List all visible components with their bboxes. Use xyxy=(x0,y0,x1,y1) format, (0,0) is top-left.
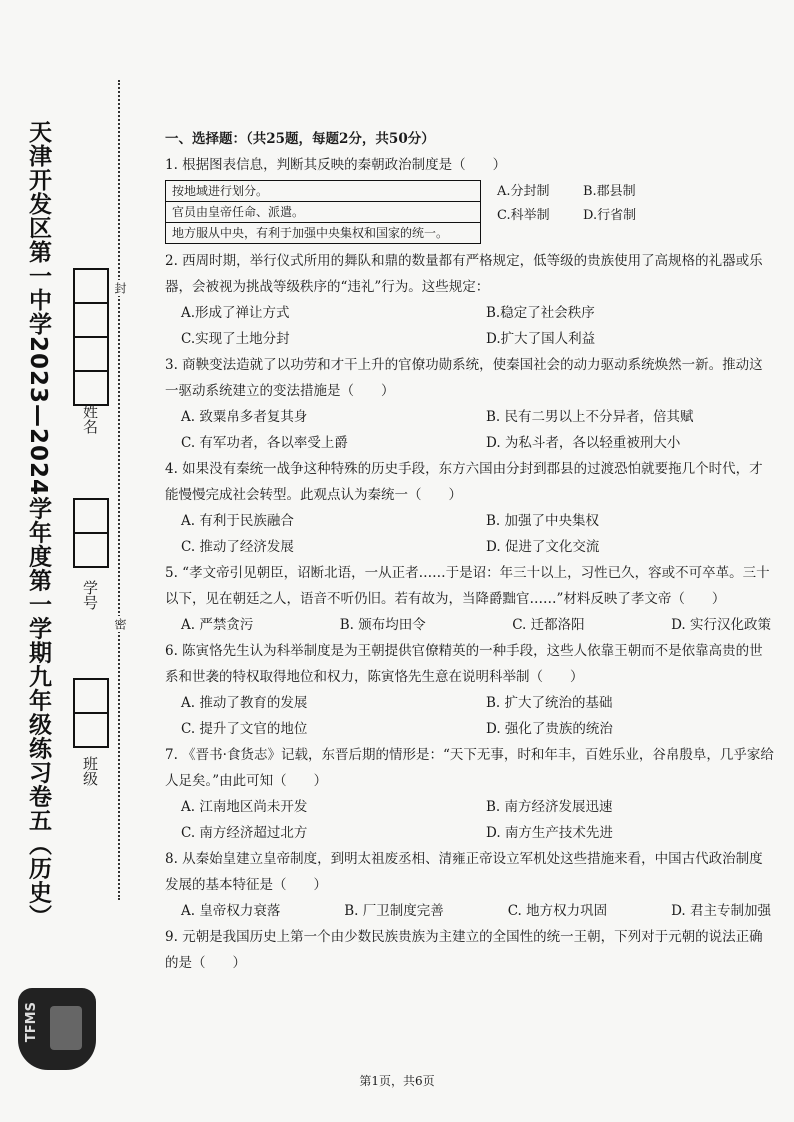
option-d[interactable]: D. 实行汉化政策 xyxy=(671,617,771,633)
name-label: 姓名 xyxy=(81,404,99,434)
class-box[interactable] xyxy=(73,678,109,714)
logo-text: TFMS xyxy=(24,1002,39,1043)
info-table xyxy=(165,180,481,244)
name-box[interactable] xyxy=(73,336,109,372)
name-box[interactable] xyxy=(73,268,109,304)
option-d[interactable]: D. 促进了文化交流 xyxy=(486,539,600,555)
section-heading: 一、选择题：（共25题，每题2分，共50分） xyxy=(165,131,435,147)
option-b[interactable]: B. 颁布均田令 xyxy=(339,617,426,633)
answer-options xyxy=(165,404,775,456)
question-stem: 6. 陈寅恪先生认为科举制度是为王朝提供官僚精英的一种手段，这些人依靠王朝而不是依靠高贵的世系和世袭的特权取得地位和权力，陈寅恪先生意在说明科举制（ ） xyxy=(165,643,763,685)
question-stem: 5. “孝文帝引见朝臣，诏断北语，一从正者……于是诏：年三十以上，习性已久，容或不可卒革。三十以下，见在朝廷之人，语音不听仍旧。若有故为，当降爵黜官……”材料反映了孝文帝（ ） xyxy=(165,565,770,607)
seal-line xyxy=(118,80,120,900)
question-4 xyxy=(165,456,775,560)
option-d[interactable]: D.扩大了国人利益 xyxy=(486,331,596,347)
answer-options xyxy=(165,794,775,846)
question-9 xyxy=(165,924,775,976)
question-1 xyxy=(165,152,775,244)
name-box[interactable] xyxy=(73,370,109,406)
option-d[interactable]: D. 为私斗者，各以轻重被刑大小 xyxy=(486,435,681,451)
option-c[interactable]: C.科举制 xyxy=(497,208,550,223)
option-d[interactable]: D. 君主专制加强 xyxy=(671,903,771,919)
option-d[interactable]: D. 强化了贵族的统治 xyxy=(486,721,613,737)
question-stem: 2. 西周时期，举行仪式所用的舞队和鼎的数量都有严格规定，低等级的贵族使用了高规格的礼器或乐器，会被视为挑战等级秩序的“违礼”行为。这些规定： xyxy=(165,253,763,295)
question-stem: 3. 商鞅变法造就了以功劳和才干上升的官僚功勋系统，使秦国社会的动力驱动系统焕然一新。推动这一驱动系统建立的变法措施是（ ） xyxy=(165,357,763,399)
question-stem: 8. 从秦始皇建立皇帝制度，到明太祖废丞相、清雍正帝设立军机处这些措施来看，中国古代政治制度发展的基本特征是（ ） xyxy=(165,851,763,893)
option-c[interactable]: C. 迁都洛阳 xyxy=(512,617,585,633)
student-number-box[interactable] xyxy=(73,498,109,534)
seal-char-mi: 密 xyxy=(113,618,127,630)
table-cell: 按地域进行划分。 xyxy=(166,181,481,202)
question-stem: 1. 根据图表信息，判断其反映的秦朝政治制度是（ ） xyxy=(165,157,507,173)
option-b[interactable]: B.郡县制 xyxy=(583,184,636,199)
option-c[interactable]: C. 推动了经济发展 xyxy=(181,539,294,555)
answer-options xyxy=(165,612,775,638)
option-d[interactable]: D. 南方生产技术先进 xyxy=(486,825,613,841)
answer-options xyxy=(165,690,775,742)
name-box[interactable] xyxy=(73,302,109,338)
option-b[interactable]: B. 民有二男以上不分异者，倍其赋 xyxy=(486,409,694,425)
exam-title: 天津开发区第一中学2023—2024学年度第一学期九年级练习卷五（历史） xyxy=(25,120,51,929)
option-a[interactable]: A.分封制 xyxy=(497,184,550,199)
option-c[interactable]: C. 有军功者，各以率受上爵 xyxy=(181,435,348,451)
binding-margin xyxy=(0,0,150,1122)
question-7 xyxy=(165,742,775,846)
option-a[interactable]: A. 致粟帛多者复其身 xyxy=(181,409,308,425)
question-stem: 9. 元朝是我国历史上第一个由少数民族贵族为主建立的全国性的统一王朝，下列对于元朝的说法正确的是（ ） xyxy=(165,929,763,971)
option-c[interactable]: C. 提升了文官的地位 xyxy=(181,721,308,737)
question-stem: 7. 《晋书·食货志》记载，东晋后期的情形是：“天下无事，时和年丰，百姓乐业，谷帛殷阜，几乎家给人足矣。”由此可知（ ） xyxy=(165,747,774,789)
student-number-label: 学号 xyxy=(81,580,99,610)
student-number-boxes xyxy=(73,500,109,568)
question-8 xyxy=(165,846,775,924)
option-b[interactable]: B. 南方经济发展迅速 xyxy=(486,799,613,815)
question-2 xyxy=(165,248,775,352)
student-number-box[interactable] xyxy=(73,532,109,568)
option-c[interactable]: C.实现了土地分封 xyxy=(181,331,290,347)
logo-emblem xyxy=(50,1006,82,1050)
table-cell: 官员由皇帝任命、派遣。 xyxy=(166,202,481,223)
question-6 xyxy=(165,638,775,742)
answer-options xyxy=(497,180,673,228)
option-c[interactable]: C. 地方权力巩固 xyxy=(507,903,608,919)
class-box[interactable] xyxy=(73,712,109,748)
class-label: 班级 xyxy=(81,756,99,786)
option-b[interactable]: B.稳定了社会秩序 xyxy=(486,305,595,321)
name-boxes xyxy=(73,270,109,406)
option-c[interactable]: C. 南方经济超过北方 xyxy=(181,825,308,841)
option-b[interactable]: B. 加强了中央集权 xyxy=(486,513,600,529)
page-number: 第1页，共6页 xyxy=(359,1074,435,1088)
option-a[interactable]: A. 皇帝权力衰落 xyxy=(181,903,281,919)
seal-char-feng: 封 xyxy=(113,282,127,294)
class-boxes xyxy=(73,680,109,748)
option-a[interactable]: A. 推动了教育的发展 xyxy=(181,695,308,711)
option-a[interactable]: A. 严禁贪污 xyxy=(181,617,254,633)
option-a[interactable]: A. 有利于民族融合 xyxy=(181,513,294,529)
question-stem: 4. 如果没有秦统一战争这种特殊的历史手段，东方六国由分封到郡县的过渡恐怕就要拖几个时代，才能慢慢完成社会转型。此观点认为秦统一（ ） xyxy=(165,461,763,503)
option-a[interactable]: A.形成了禅让方式 xyxy=(181,305,290,321)
option-a[interactable]: A. 江南地区尚未开发 xyxy=(181,799,308,815)
question-3 xyxy=(165,352,775,456)
option-d[interactable]: D.行省制 xyxy=(583,208,637,223)
school-logo xyxy=(18,988,96,1070)
answer-options xyxy=(165,508,775,560)
answer-options xyxy=(165,898,775,924)
question-area xyxy=(165,126,775,976)
option-b[interactable]: B. 扩大了统治的基础 xyxy=(486,695,613,711)
table-cell: 地方服从中央，有利于加强中央集权和国家的统一。 xyxy=(166,223,481,244)
question-5 xyxy=(165,560,775,638)
answer-options xyxy=(165,300,775,352)
option-b[interactable]: B. 厂卫制度完善 xyxy=(344,903,444,919)
